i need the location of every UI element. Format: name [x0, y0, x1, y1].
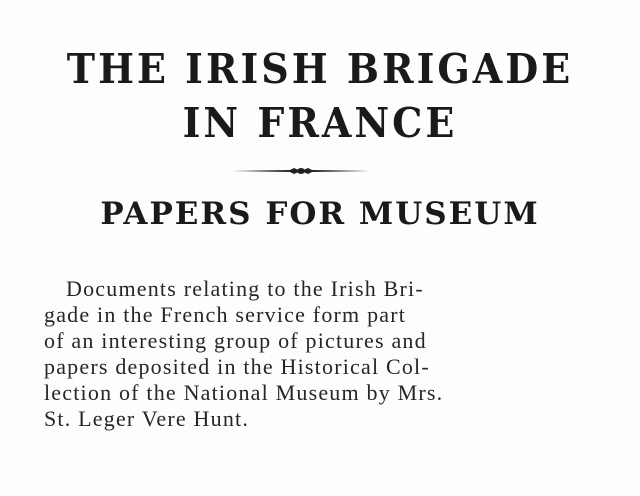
body-line-4: papers deposited in the Historical Col- [44, 354, 430, 379]
decorative-rule-ornament [232, 165, 370, 177]
headline-line-1: THE IRISH BRIGADE [66, 44, 574, 93]
subheadline: PAPERS FOR MUSEUM [100, 196, 540, 232]
body-line-6: St. Leger Vere Hunt. [44, 406, 250, 431]
body-line-2: gade in the French service form part [44, 302, 407, 327]
body-line-5: lection of the National Museum by Mrs. [44, 380, 444, 405]
body-line-3: of an interesting group of pictures and [44, 328, 427, 353]
body-line-1: Documents relating to the Irish Bri- [66, 276, 424, 301]
headline-line-2: IN FRANCE [182, 98, 458, 147]
